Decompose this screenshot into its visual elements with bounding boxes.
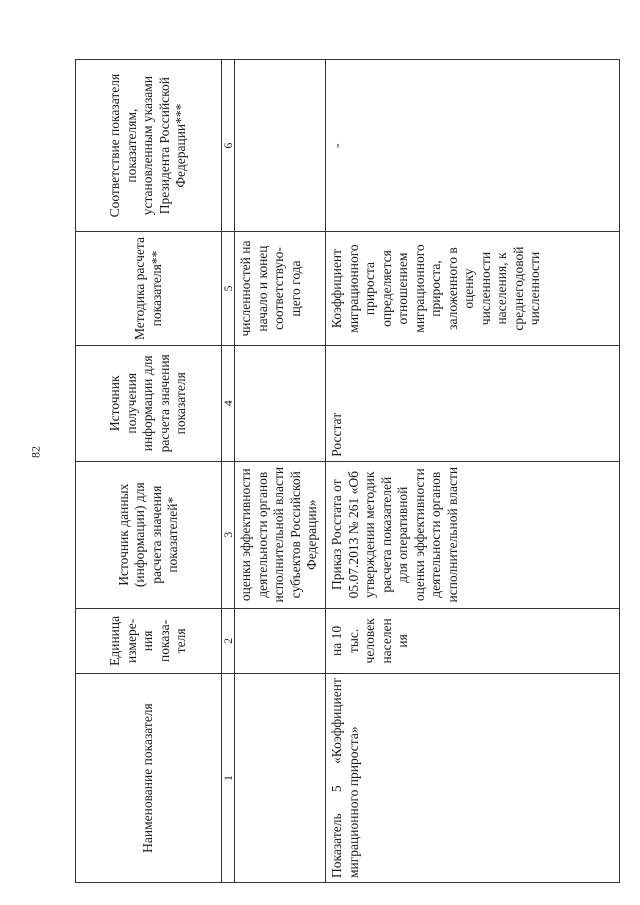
column-number-3: 3 [222, 461, 235, 608]
continuation-data-source: оценки эффективности деятельности органов исполнительной власти субъектов Российской Федерации» [235, 461, 326, 608]
column-number-6: 6 [222, 60, 235, 232]
page-number: 82 [28, 446, 43, 458]
continuation-cell-compliance [235, 60, 326, 232]
indicator-data-source: Приказ Росстата от 05.07.2013 № 261 «Об утверждении методик расчета показателей для оперативной оценки эффективности деятельности органов исполнительной власти [326, 461, 620, 608]
continuation-row [235, 60, 326, 883]
header-method: Методика расчета показателя** [76, 232, 222, 346]
column-number-4: 4 [222, 345, 235, 461]
column-number-2: 2 [222, 608, 235, 673]
indicator-5-row [326, 60, 620, 883]
header-data-source: Источник данных (информации) для расчета значения показателей* [76, 461, 222, 608]
column-number-5: 5 [222, 232, 235, 346]
indicator-unit: на 10 тыс. человек населен ия [326, 608, 620, 673]
indicator-compliance: - [326, 60, 620, 232]
header-info-source: Источник получения информации для расчета значения показателя [76, 345, 222, 461]
header-unit: Единица измере-ния показа-теля [76, 608, 222, 673]
continuation-cell-info-source [235, 345, 326, 461]
rotated-table-container [75, 59, 620, 883]
header-indicator-name: Наименование показателя [76, 674, 222, 883]
continuation-cell-unit [235, 608, 326, 673]
continuation-cell-name [235, 674, 326, 883]
continuation-method: численностей на начало и конец соответствую-щего года [235, 232, 326, 346]
indicator-method: Коэффициент миграционного прироста определяется отношением миграционного прироста, заложенного в оценку численности населения, к среднегодовой численности [326, 232, 620, 346]
header-compliance: Соответствие показателя показателям, установленным указами Президента Российской Федерации*** [76, 60, 222, 232]
indicators-table [75, 59, 620, 883]
column-number-1: 1 [222, 674, 235, 883]
table-header-row [76, 60, 222, 883]
indicator-name: Показатель 5 «Коэффициент миграционного прироста» [326, 674, 620, 883]
column-number-row [222, 60, 235, 883]
indicator-info-source: Росстат [326, 345, 620, 461]
